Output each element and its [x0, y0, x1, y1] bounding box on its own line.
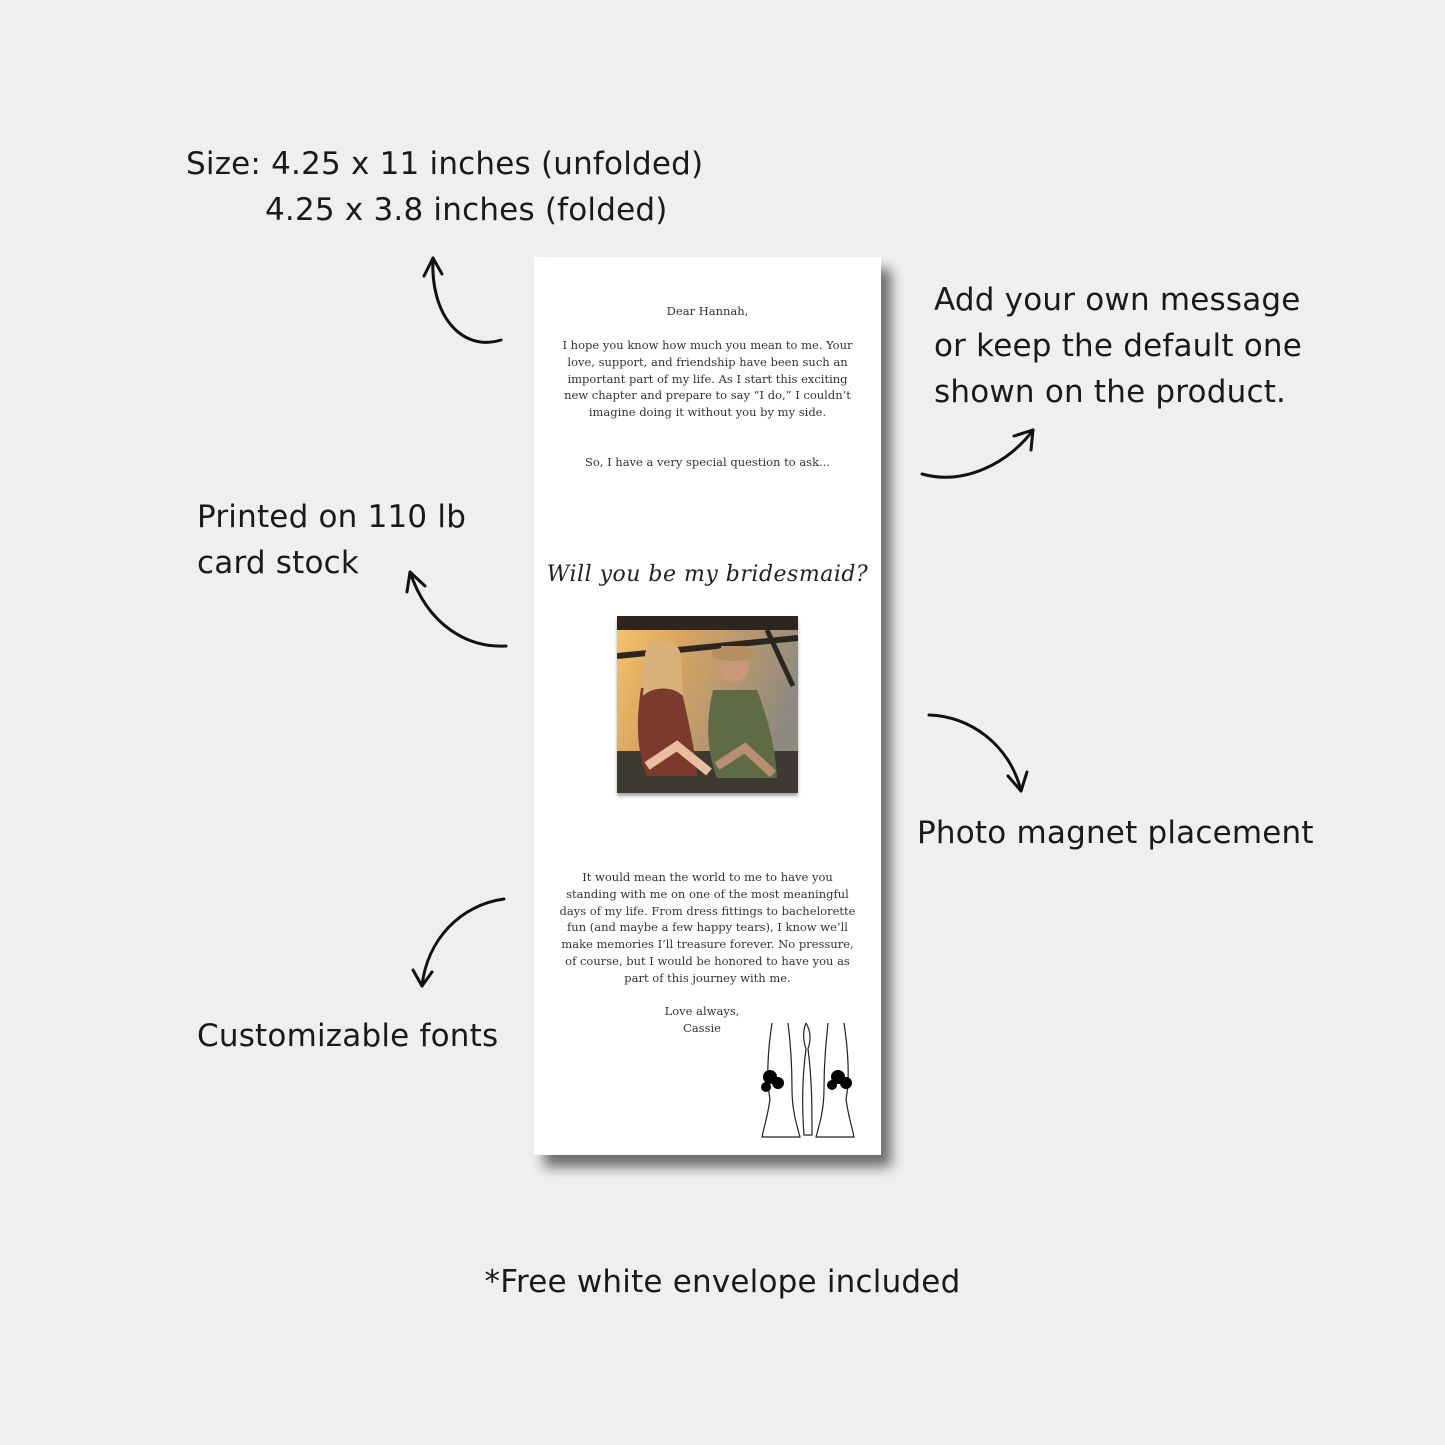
message-callout-line1: Add your own message: [934, 282, 1301, 318]
card-greeting: Dear Hannah,: [666, 304, 749, 318]
bridesmaid-dresses-illustration: [758, 1019, 858, 1143]
fonts-callout-text: Customizable fonts: [197, 1018, 499, 1054]
curved-arrow-down-right-icon: [929, 715, 1027, 791]
card-headline: Will you be my bridesmaid?: [546, 562, 869, 587]
curved-arrow-up-right-icon: [922, 430, 1033, 477]
curved-arrow-up-icon: [424, 258, 501, 342]
size-callout-line2: 4.25 x 3.8 inches (folded): [265, 192, 668, 228]
friends-photo-image: [617, 616, 798, 793]
paper-callout-line1: Printed on 110 lb: [197, 499, 467, 535]
curved-arrow-up-left-icon: [407, 572, 506, 646]
card-paragraph-2: So, I have a very special question to ask...: [584, 455, 831, 469]
size-callout-line1: Size: 4.25 x 11 inches (unfolded): [186, 146, 704, 182]
card-signature: Cassie: [683, 1020, 721, 1035]
curved-arrow-down-left-icon: [413, 899, 504, 986]
card-paragraph-1: I hope you know how much you mean to me. Your love, support, and friendship have been such an important part of my life. As I start this exciting new chapter and prepare to say “I do,” I couldn’t imagine doing it without you by my side.: [562, 338, 853, 420]
message-callout-line3: shown on the product.: [934, 374, 1287, 410]
envelope-note-text: *Free white envelope included: [484, 1264, 961, 1300]
card-paragraph-3: It would mean the world to me to have you standing with me on one of the most meaningful days of my life. From dress fittings to bachelorette fun (and maybe a few happy tears), I know we’ll make memories I’ll treasure forever. No pressure, of course, but I would be honored to have you as part of this journey with me.: [559, 870, 856, 985]
bridesmaid-card: [534, 257, 881, 1155]
card-closing: Love always,: [664, 1004, 740, 1018]
paper-callout-line2: card stock: [197, 545, 360, 581]
magnet-callout-text: Photo magnet placement: [917, 815, 1314, 851]
photo-magnet: [617, 616, 798, 793]
message-callout-line2: or keep the default one: [934, 328, 1303, 364]
